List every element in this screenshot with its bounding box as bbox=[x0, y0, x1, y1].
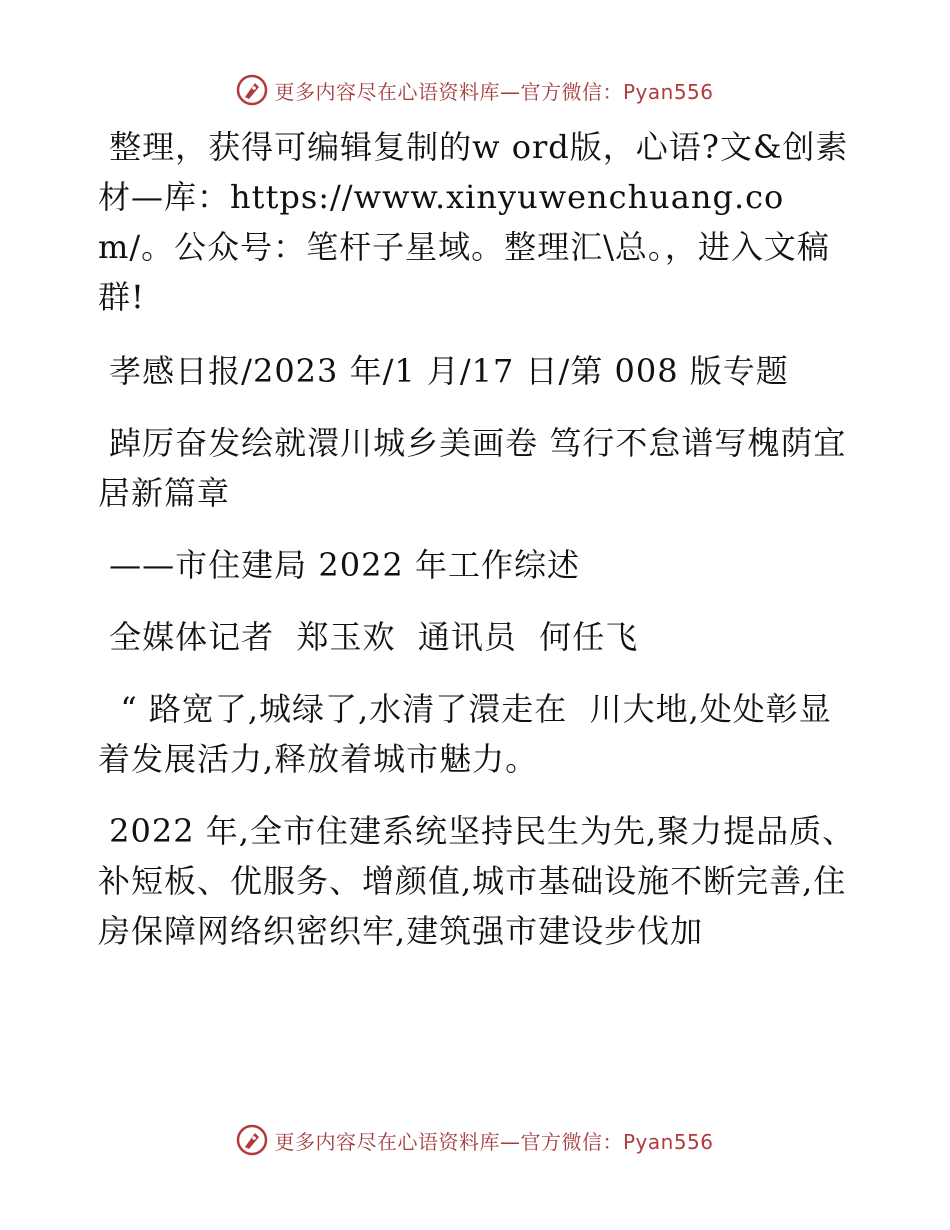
document-body bbox=[98, 122, 858, 978]
watermark-text: 更多内容尽在心语资料库—官方微信： bbox=[274, 79, 623, 104]
footer-watermark bbox=[0, 1120, 950, 1160]
watermark-wechat-id: Pyan556 bbox=[622, 79, 714, 104]
byline: 全媒体记者 郑玉欢 通讯员 何任飞 bbox=[98, 618, 639, 656]
header-watermark bbox=[0, 70, 950, 110]
article-title: 踔厉奋发绘就澴川城乡美画卷 笃行不怠谱写槐荫宜居新篇章 bbox=[98, 424, 847, 512]
watermark-wechat-id: Pyan556 bbox=[622, 1129, 714, 1154]
source-line: 孝感日报/2023 年/1 月/17 日/第 008 版专题 bbox=[98, 352, 789, 390]
watermark-text: 更多内容尽在心语资料库—官方微信： bbox=[274, 1129, 623, 1154]
body-paragraph: “ 路宽了,城绿了,水清了澴走在 川大地,处处彰显着发展活力,释放着城市魅力。 bbox=[98, 690, 832, 778]
body-paragraph: 2022 年,全市住建系统坚持民生为先,聚力提品质、补短板、优服务、增颜值,城市基础设施不断完善,住房保障网络织密织牢,建筑强市建设步伐加 bbox=[98, 812, 856, 950]
article-subtitle: ——市住建局 2022 年工作综述 bbox=[98, 546, 580, 584]
pen-nib-logo-icon bbox=[236, 74, 268, 106]
intro-paragraph: 整理，获得可编辑复制的w ord版，心语?文&创素材—库：https://www.xinyuwenchuang.com/。公众号：笔杆子星域。整理汇\总。，进入文稿群! bbox=[98, 128, 849, 316]
pen-nib-logo-icon bbox=[236, 1124, 268, 1156]
